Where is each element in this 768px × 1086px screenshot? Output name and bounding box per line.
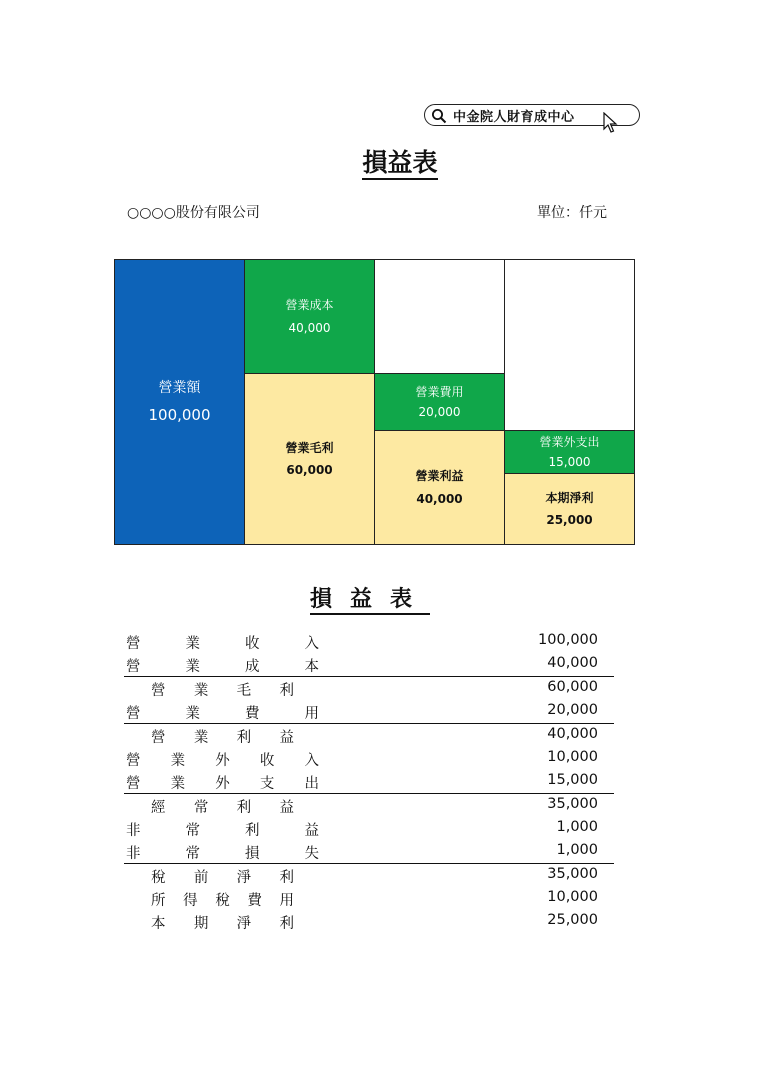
row-label-char: 收: [245, 636, 260, 652]
row-label-char: 利: [245, 823, 260, 839]
row-label-char: 外: [215, 753, 230, 769]
row-label-char: 費: [247, 893, 262, 909]
page-title: 損益表: [0, 143, 768, 179]
row-label-char: 業: [193, 730, 209, 746]
row-amount: 35,000: [547, 866, 598, 882]
row-label-char: 非: [126, 846, 141, 862]
chart-value: 20,000: [418, 405, 461, 420]
row-label: [126, 842, 319, 863]
row-amount: 20,000: [547, 702, 598, 718]
row-label-char: 常: [185, 846, 200, 862]
row-amount: 10,000: [547, 749, 598, 765]
mouse-pointer-icon: [603, 112, 619, 134]
row-amount: 40,000: [547, 726, 598, 742]
table-row: [124, 910, 614, 933]
row-label-char: 用: [279, 893, 294, 909]
row-label-char: 非: [126, 823, 141, 839]
unit-label: 單位：仟元: [537, 205, 607, 221]
row-label-char: 益: [279, 730, 294, 746]
row-label-char: 利: [279, 683, 294, 699]
row-label: [126, 749, 319, 770]
row-amount: 15,000: [547, 772, 598, 788]
row-label-char: 稅: [215, 893, 230, 909]
table-row: [124, 770, 614, 793]
row-label-char: 利: [236, 800, 252, 816]
row-label-char: 營: [151, 730, 166, 746]
row-label-char: 利: [236, 730, 252, 746]
income-statement-table: [124, 630, 614, 933]
row-label-char: 營: [126, 636, 141, 652]
chart-label: 本期淨利: [545, 490, 594, 505]
chart-label: 營業成本: [285, 298, 334, 313]
table-title: 損益表: [0, 582, 740, 613]
row-label-char: 業: [185, 636, 200, 652]
chart-label: 營業毛利: [285, 440, 334, 455]
search-icon: [431, 108, 447, 124]
row-label-char: 所: [151, 893, 166, 909]
row-amount: 40,000: [547, 655, 598, 671]
chart-cell-gross-profit: [244, 373, 375, 545]
chart-label: 營業利益: [415, 469, 464, 484]
row-amount: 1,000: [556, 819, 598, 835]
chart-value: 40,000: [288, 320, 331, 335]
row-label-char: 損: [245, 846, 260, 862]
row-label-char: 營: [126, 659, 141, 675]
chart-cell-operating-expense: [374, 373, 505, 431]
chart-label: 營業費用: [415, 384, 464, 399]
row-label-char: 失: [304, 846, 319, 862]
chart-cell-operating-income: [374, 430, 505, 545]
table-row: [124, 864, 614, 887]
chart-label: 營業外支出: [539, 434, 600, 449]
table-row: [124, 840, 614, 863]
row-amount: 25,000: [547, 912, 598, 928]
row-label-char: 入: [304, 753, 319, 769]
chart-cell-net-income: [504, 473, 635, 545]
row-label: [151, 866, 294, 887]
row-label-char: 業: [170, 776, 186, 792]
row-label: [151, 796, 294, 817]
row-label: [151, 912, 294, 933]
row-label-char: 成: [245, 659, 260, 675]
row-label: [151, 679, 294, 700]
chart-value: 60,000: [286, 463, 333, 478]
row-label-char: 本: [304, 659, 319, 675]
chart-label: 營業額: [158, 379, 201, 396]
row-label: [126, 632, 319, 653]
row-label-char: 本: [151, 916, 166, 932]
table-row: [124, 794, 614, 817]
row-label: [151, 726, 294, 747]
row-amount: 10,000: [547, 889, 598, 905]
row-label-char: 淨: [236, 916, 252, 932]
table-row: [124, 630, 614, 653]
row-label-char: 營: [126, 706, 141, 722]
chart-cell-non-operating-expense: [504, 430, 635, 474]
chart-value: 40,000: [416, 491, 463, 506]
chart-value: 15,000: [548, 455, 591, 470]
row-label-char: 外: [215, 776, 230, 792]
row-label: [126, 819, 319, 840]
row-amount: 1,000: [556, 842, 598, 858]
chart-value: 100,000: [148, 406, 211, 425]
row-label-char: 常: [193, 800, 209, 816]
table-row: [124, 747, 614, 770]
row-label-char: 經: [151, 800, 166, 816]
row-label-char: 營: [151, 683, 166, 699]
row-amount: 35,000: [547, 796, 598, 812]
income-treemap-chart: [114, 259, 635, 545]
row-label-char: 得: [183, 893, 198, 909]
table-row: [124, 724, 614, 747]
chart-cell-blank: [504, 259, 635, 431]
row-label-char: 支: [259, 776, 275, 792]
row-label-char: 營: [126, 753, 141, 769]
chart-cell-blank: [374, 259, 505, 374]
row-label-char: 淨: [236, 870, 252, 886]
row-label-char: 稅: [151, 870, 166, 886]
row-label-char: 利: [279, 916, 294, 932]
company-name: ○○○○股份有限公司: [127, 205, 260, 221]
row-label-char: 入: [304, 636, 319, 652]
row-label-char: 收: [259, 753, 275, 769]
brand-text: 中金院人財育成中心: [453, 110, 575, 125]
row-label-char: 益: [304, 823, 319, 839]
row-label: [126, 655, 319, 676]
row-label-char: 業: [185, 659, 200, 675]
row-label-char: 益: [279, 800, 294, 816]
row-label: [126, 702, 319, 723]
table-row: [124, 887, 614, 910]
row-label-char: 常: [185, 823, 200, 839]
row-label-char: 業: [185, 706, 200, 722]
table-row: [124, 677, 614, 700]
row-label-char: 毛: [236, 683, 252, 699]
row-label-char: 營: [126, 776, 141, 792]
row-label-char: 出: [304, 776, 319, 792]
row-label-char: 利: [279, 870, 294, 886]
table-row: [124, 700, 614, 723]
chart-cell-revenue: [114, 259, 245, 545]
row-label-char: 用: [304, 706, 319, 722]
row-label: [151, 889, 294, 910]
chart-value: 25,000: [546, 513, 593, 528]
table-row: [124, 817, 614, 840]
chart-cell-cost-of-sales: [244, 259, 375, 374]
row-label-char: 期: [193, 916, 209, 932]
table-row: [124, 653, 614, 676]
row-label-char: 業: [170, 753, 186, 769]
row-amount: 60,000: [547, 679, 598, 695]
row-label-char: 業: [193, 683, 209, 699]
row-label-char: 費: [245, 706, 260, 722]
row-amount: 100,000: [538, 632, 598, 648]
row-label-char: 前: [193, 870, 209, 886]
row-label: [126, 772, 319, 793]
